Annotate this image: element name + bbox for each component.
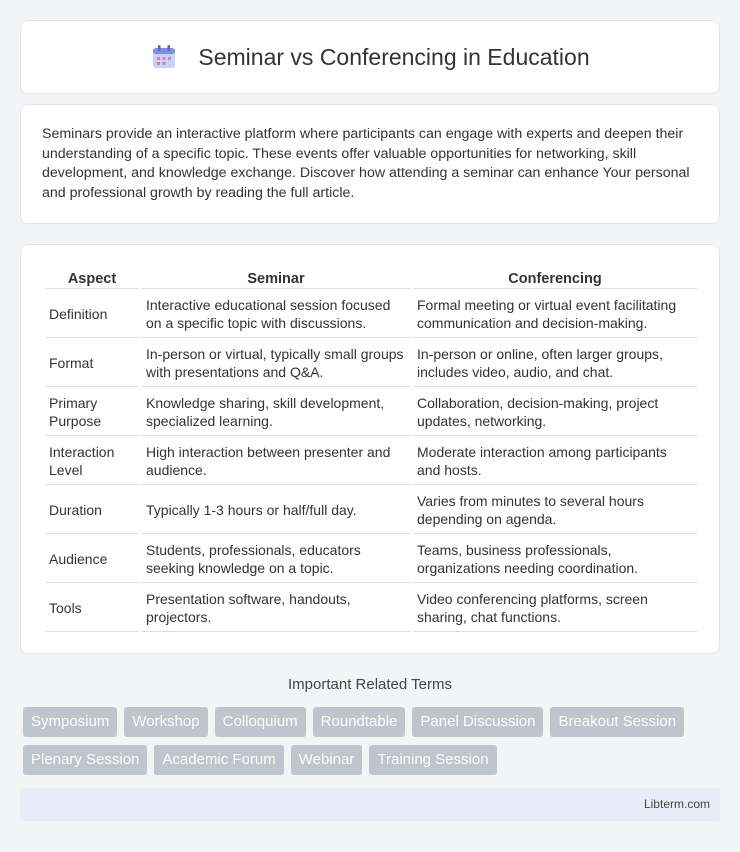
term-tag-academic-forum[interactable]: Academic Forum [154, 745, 283, 775]
term-tag-plenary-session[interactable]: Plenary Session [23, 745, 147, 775]
term-tag-webinar[interactable]: Webinar [291, 745, 363, 775]
row-seminar: Students, professionals, educators seeking knowledge on a topic. [142, 536, 410, 583]
table-header-row [45, 267, 697, 289]
row-aspect: Duration [45, 487, 139, 534]
table-row [45, 291, 697, 338]
row-aspect: Format [45, 340, 139, 387]
table-row [45, 585, 697, 632]
row-conferencing: Video conferencing platforms, screen sharing, chat functions. [413, 585, 697, 632]
comparison-card [20, 244, 720, 654]
term-tag-training-session[interactable]: Training Session [369, 745, 496, 775]
row-conferencing: Collaboration, decision-making, project updates, networking. [413, 389, 697, 436]
row-seminar: Knowledge sharing, skill development, specialized learning. [142, 389, 410, 436]
related-terms-title: Important Related Terms [288, 676, 452, 693]
table-row [45, 340, 697, 387]
table-row [45, 389, 697, 436]
row-conferencing: Formal meeting or virtual event facilitating communication and decision-making. [413, 291, 697, 338]
row-conferencing: Varies from minutes to several hours depending on agenda. [413, 487, 697, 534]
row-seminar: Typically 1-3 hours or half/full day. [142, 487, 410, 534]
row-seminar: In-person or virtual, typically small groups with presentations and Q&A. [142, 340, 410, 387]
intro-card [20, 104, 720, 224]
footer-site-link[interactable]: Libterm.com [643, 797, 710, 811]
term-tag-colloquium[interactable]: Colloquium [215, 707, 306, 737]
table-row [45, 438, 697, 485]
header-aspect: Aspect [45, 267, 139, 289]
row-seminar: Presentation software, handouts, projectors. [142, 585, 410, 632]
title-card [20, 20, 720, 94]
term-tag-breakout-session[interactable]: Breakout Session [550, 707, 684, 737]
related-terms-list [23, 707, 723, 775]
term-tag-workshop[interactable]: Workshop [124, 707, 207, 737]
calendar-icon [150, 43, 178, 71]
row-seminar: High interaction between presenter and audience. [142, 438, 410, 485]
footer [20, 788, 720, 821]
term-tag-panel-discussion[interactable]: Panel Discussion [412, 707, 543, 737]
row-aspect: Definition [45, 291, 139, 338]
row-conferencing: Moderate interaction among participants and hosts. [413, 438, 697, 485]
row-seminar: Interactive educational session focused on a specific topic with discussions. [142, 291, 410, 338]
row-aspect: Audience [45, 536, 139, 583]
header-conferencing: Conferencing [413, 267, 697, 289]
comparison-table [42, 265, 700, 634]
intro-text: Seminars provide an interactive platform where participants can engage with experts and deepen their understanding of a specific topic. These events offer valuable opportunities for networking, skill development, and knowledge exchange. Discover how attending a seminar can enhance Your personal and professional growth by reading the full article. [42, 126, 690, 201]
term-tag-roundtable[interactable]: Roundtable [313, 707, 406, 737]
row-conferencing: In-person or online, often larger groups, includes video, audio, and chat. [413, 340, 697, 387]
row-aspect: Interaction Level [45, 438, 139, 485]
row-aspect: Tools [45, 585, 139, 632]
page-title: Seminar vs Conferencing in Education [198, 43, 590, 70]
term-tag-symposium[interactable]: Symposium [23, 707, 117, 737]
table-row [45, 536, 697, 583]
header-seminar: Seminar [142, 267, 410, 289]
row-aspect: Primary Purpose [45, 389, 139, 436]
row-conferencing: Teams, business professionals, organizations needing coordination. [413, 536, 697, 583]
table-row [45, 487, 697, 534]
